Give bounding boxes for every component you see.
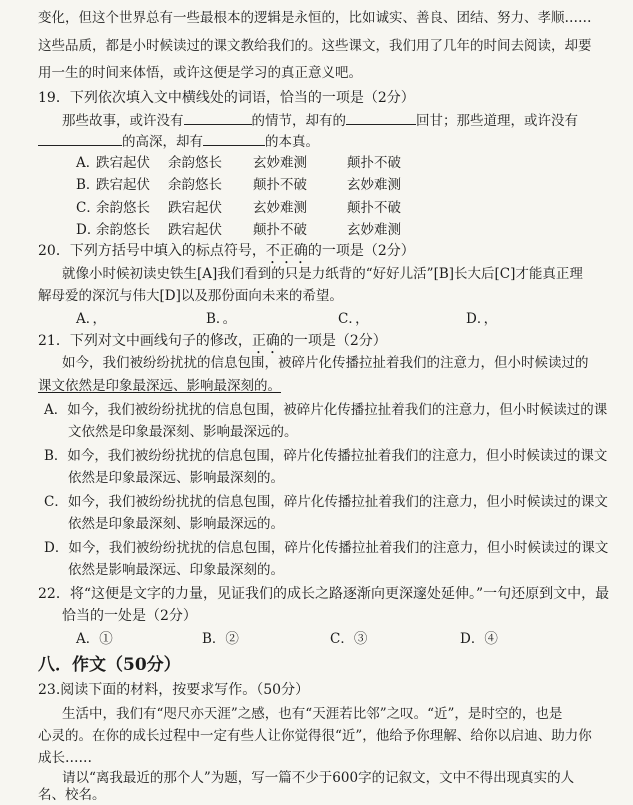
q21-option-b-line-1[interactable]: B．如今，我们被纷纷扰扰的信息包围，碎片化传播拉扯着我们的注意力，但小时候读过的课文 <box>44 448 608 464</box>
q21-option-a-line-1[interactable]: A．如今，我们被纷纷扰扰的信息包围，被碎片化传播拉扯着我们的注意力，但小时候读过的课 <box>44 402 608 418</box>
q19-passage-line-2: 的高深，却有 的本真。 <box>38 131 319 152</box>
q22-option-b[interactable]: B．② <box>202 631 239 647</box>
q23-requirement-line-2: 名、校名。 <box>38 787 106 803</box>
q20-passage-line-1: 就像小时候初读史铁生[A]我们看到的只是力纸背的“好好儿活”[B]长大后[C]才能真正理 <box>62 266 583 282</box>
q20-option-a[interactable]: A．， <box>76 311 106 327</box>
q22-option-d[interactable]: D．④ <box>460 631 498 647</box>
section-8-title: 八．作文（50分） <box>38 655 181 675</box>
q19-stem: 19．下列依次填入文中横线处的词语，恰当的一项是（2分） <box>38 90 415 106</box>
q21-sentence-line-1: 如今，我们被纷纷扰扰的信息包围，被碎片化传播拉扯着我们的注意力，但小时候读过的 <box>62 355 589 371</box>
q20-option-c[interactable]: C．， <box>338 311 369 327</box>
q21-option-d-line-1[interactable]: D．如今，我们被纷纷扰扰的信息包围，碎片化传播拉扯着我们的注意力，但小时候读过的课文 <box>44 540 609 556</box>
intro-line-3: 用一生的时间来体悟，或许这便是学习的真正意义吧。 <box>38 65 362 81</box>
blank-2 <box>346 110 416 125</box>
q21-option-a-line-2: 文依然是印象最深刻、影响最深远的。 <box>68 424 298 440</box>
q20-stem: 20．下列方括号中填入的标点符号，不正确的一项是（2分） <box>38 243 415 259</box>
q20-passage-line-2: 解母爱的深沉与伟大[D]以及那份面向未来的希望。 <box>38 288 343 304</box>
q22-option-c[interactable]: C．③ <box>330 631 368 647</box>
q21-sentence-line-2: 课文依然是印象最深远、影响最深刻的。 <box>38 378 281 394</box>
q21-option-c-line-1[interactable]: C．如今，我们被纷纷扰扰的信息包围，碎片化传播拉扯着我们的注意力，但小时候读过的课文 <box>44 494 608 510</box>
q23-requirement-line-1: 请以“离我最近的那个人”为题，写一篇不少于600字的记叙文，文中不得出现真实的人 <box>62 770 575 786</box>
q23-stem: 23.阅读下面的材料，按要求写作。（50分） <box>38 682 310 698</box>
q23-material-line-1: 生活中，我们有“咫尺亦天涯”之感，也有“天涯若比邻”之叹。“近”，是时空的，也是 <box>62 706 563 722</box>
q23-material-line-2: 心灵的。在你的成长过程中一定有些人让你觉得很“近”，他给予你理解、给你以启迪、助力你 <box>38 728 592 744</box>
q22-option-a[interactable]: A．① <box>76 631 113 647</box>
q21-stem: 21．下列对文中画线句子的修改，正确的一项是（2分） <box>38 333 387 349</box>
q21-option-d-line-2: 依然是影响最深远、印象最深刻的。 <box>68 562 284 578</box>
blank-1 <box>184 110 252 125</box>
q21-option-b-line-2: 依然是印象最深远、影响最深刻的。 <box>68 470 284 486</box>
q22-stem-line-1: 22．将“这便是文字的力量，见证我们的成长之路逐渐向更深邃处延伸。”一句还原到文中，最 <box>38 586 610 602</box>
blank-4 <box>203 131 265 146</box>
q21-option-c-line-2: 依然是印象最深刻、影响最深远的。 <box>68 516 284 532</box>
intro-line-2: 这些品质，都是小时候读过的课文教给我们的。这些课文，我们用了几年的时间去阅读，却要 <box>38 38 592 54</box>
q23-material-line-3: 成长…… <box>38 750 92 766</box>
exam-page: 变化，但这个世界总有一些最根本的逻辑是永恒的，比如诚实、善良、团结、努力、孝顺…… 这些品质，都是小时候读过的课文教给我们的。这些课文，我们用了几年的时间去阅读，却要 用一生的时间来体悟，或许这便是学习的真正意义吧。 19．下列依次填入文中横线处的词语，恰当的一项是（2分） 那些故事，或许没有 的情节，却有的 回甘；那些道理，或许没有 的高深，却有 的本真。 A． 跌宕起伏 余韵悠长 玄妙难测 颠扑不破 B． 跌宕起伏 余韵悠长 颠扑不破 玄妙难测 C． 余韵悠长 跌宕起伏 玄妙难测 颠扑不破 D． 余韵悠长 跌宕起伏 颠扑不破 玄妙难测 20．下列方括号中填入的标点符号，不正确的一项是（2分） 就像小时候初读史铁生[A]我们看到的只是力纸背的“好好儿活”[B]长大后[C]才能真正理 解母爱的深沉与伟大[D]以及那份面向未来的希望。 A．， B．。 C．， D．， 21．下列对文中画线句子的修改，正确的一项是（2分） 如今，我们被纷纷扰扰的信息包围，被碎片化传播拉扯着我们的注意力，但小时候读过的 课文依然是印象最深远、影响最深刻的。 A．如今，我们被纷纷扰扰的信息包围，被碎片化传播拉扯着我们的注意力，但小时候读过的课 文依然是印象最深刻、影响最深远的。 B．如今，我们被纷纷扰扰的信息包围，碎片化传播拉扯着我们的注意力，但小时候读过的课文 依然是印象最深远、影响最深刻的。 C．如今，我们被纷纷扰扰的信息包围，碎片化传播拉扯着我们的注意力，但小时候读过的课文 依然是印象最深刻、影响最深远的。 D．如今，我们被纷纷扰扰的信息包围，碎片化传播拉扯着我们的注意力，但小时候读过的课文 依然是影响最深远、印象最深刻的。 22．将“这便是文字的力量，见证我们的成长之路逐渐向更深邃处延伸。”一句还原到文中，最 恰当的一处是（2分） A．① B．② C．③ D．④ 八．作文（50分） 23.阅读下面的材料，按要求写作。（50分） 生活中，我们有“咫尺亦天涯”之感，也有“天涯若比邻”之叹。“近”，是时空的，也是 心灵的。在你的成长过程中一定有些人让你觉得很“近”，他给予你理解、给你以启迪、助力你 成长…… 请以“离我最近的那个人”为题，写一篇不少于600字的记叙文，文中不得出现真实的人 名、校名。 <box>38 10 610 803</box>
q20-option-d[interactable]: D．， <box>466 311 498 327</box>
q19-passage-line-1: 那些故事，或许没有 的情节，却有的 回甘；那些道理，或许没有 <box>62 110 578 131</box>
q20-option-b[interactable]: B．。 <box>206 311 237 327</box>
q22-stem-line-2: 恰当的一处是（2分） <box>62 608 197 624</box>
blank-3 <box>38 131 122 146</box>
intro-line-1: 变化，但这个世界总有一些最根本的逻辑是永恒的，比如诚实、善良、团结、努力、孝顺…… <box>38 10 592 26</box>
